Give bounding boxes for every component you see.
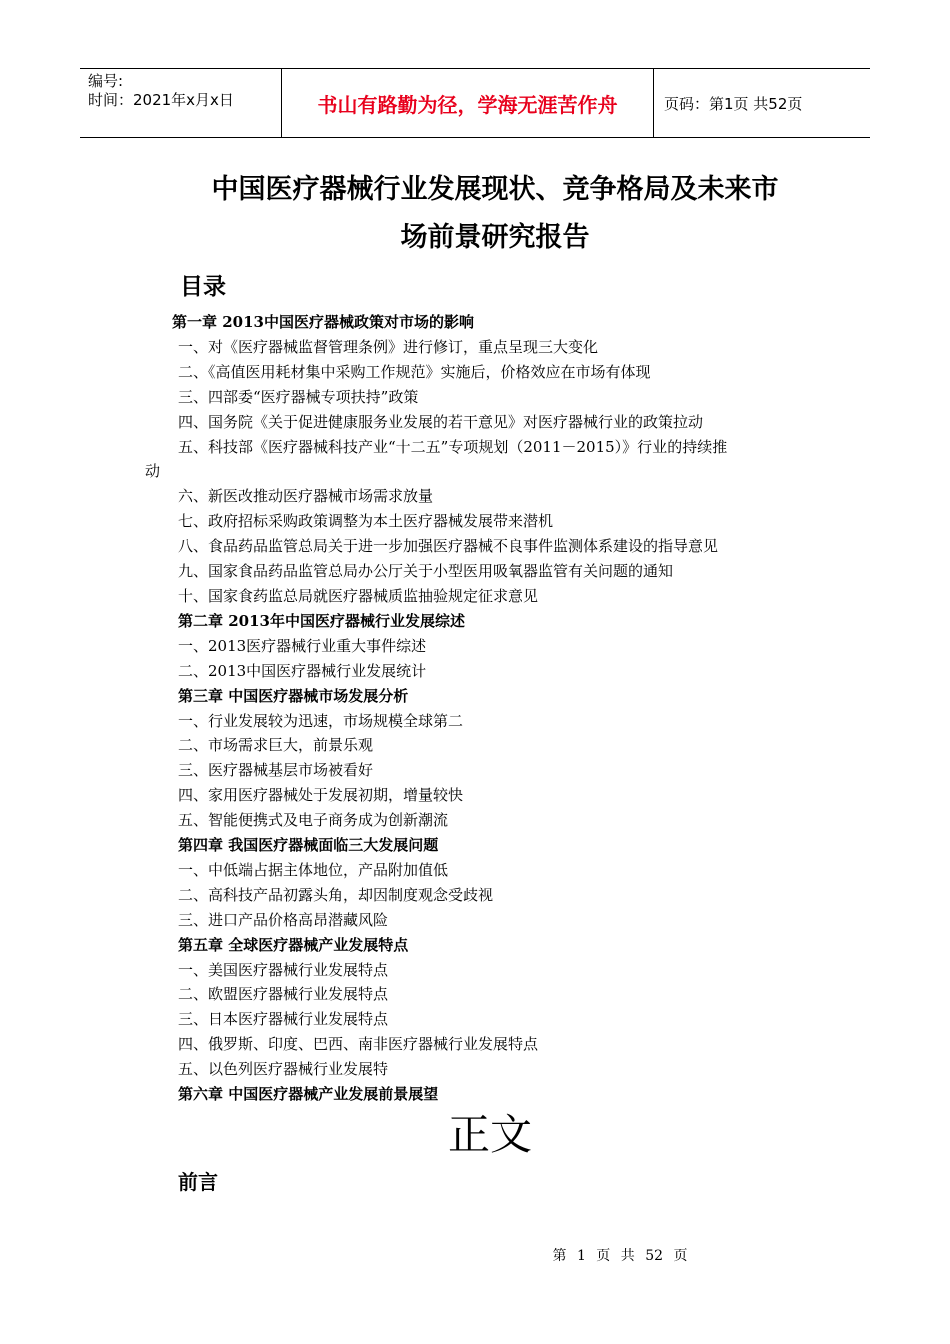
- page-header: [80, 68, 870, 138]
- toc-item: 三、医疗器械基层市场被看好: [178, 761, 374, 780]
- header-motto: 书山有路勤为径，学海无涯苦作舟: [281, 69, 654, 137]
- toc-item: 六、新医改推动医疗器械市场需求放量: [178, 487, 434, 506]
- toc-chapter: 第二章 2013年中国医疗器械行业发展综述: [178, 611, 465, 630]
- document-date: 时间：2021年x月x日: [88, 91, 234, 109]
- toc-item: 三、进口产品价格高昂潜藏风险: [178, 910, 389, 929]
- toc-item: 三、日本医疗器械行业发展特点: [178, 1010, 389, 1029]
- toc-item: 一、行业发展较为迅速，市场规模全球第二: [178, 711, 464, 730]
- toc-item: 二、高科技产品初露头角，却因制度观念受歧视: [178, 885, 494, 904]
- toc-item: 四、俄罗斯、印度、巴西、南非医疗器械行业发展特点: [178, 1035, 539, 1054]
- toc-item: 五、智能便携式及电子商务成为创新潮流: [178, 811, 449, 830]
- toc-item: 三、四部委“医疗器械专项扶持”政策: [178, 387, 419, 406]
- table-of-contents: [145, 310, 825, 1107]
- toc-chapter: 第一章 2013中国医疗器械政策对市场的影响: [172, 313, 474, 331]
- toc-item: 一、美国医疗器械行业发展特点: [178, 960, 389, 979]
- toc-item: 七、政府招标采购政策调整为本土医疗器械发展带来潜机: [178, 512, 554, 531]
- page-footer: 第 1 页 共 52 页: [552, 1248, 688, 1264]
- document-title-line-1: 中国医疗器械行业发展现状、竞争格局及未来市: [211, 174, 779, 205]
- toc-item: 五、以色列医疗器械行业发展特: [178, 1060, 389, 1079]
- document-number-label: 编号:: [88, 72, 124, 90]
- toc-item: 五、科技部《医疗器械科技产业“十二五”专项规划（2011－2015）》行业的持续推: [178, 437, 728, 456]
- toc-chapter: 第三章 中国医疗器械市场发展分析: [178, 686, 409, 705]
- toc-item-continuation: 动: [145, 462, 161, 481]
- document-title-line-2: 场前景研究报告: [400, 222, 590, 253]
- toc-item: 十、国家食药监总局就医疗器械质监抽验规定征求意见: [178, 586, 539, 605]
- toc-item: 四、家用医疗器械处于发展初期，增量较快: [178, 786, 464, 805]
- toc-item: 一、对《医疗器械监督管理条例》进行修订，重点呈现三大变化: [178, 337, 599, 356]
- toc-heading: 目录: [180, 274, 226, 300]
- header-page-info: 页码：第1页 共52页: [664, 94, 803, 113]
- body-heading: 正文: [447, 1110, 532, 1159]
- toc-item: 二、《高值医用耗材集中采购工作规范》实施后，价格效应在市场有体现: [178, 362, 651, 381]
- toc-item: 一、中低端占据主体地位，产品附加值低: [178, 860, 449, 879]
- toc-chapter: 第四章 我国医疗器械面临三大发展问题: [178, 836, 439, 855]
- preface-heading: 前言: [178, 1170, 218, 1194]
- toc-item: 八、食品药品监管总局关于进一步加强医疗器械不良事件监测体系建设的指导意见: [178, 537, 719, 556]
- toc-item: 二、欧盟医疗器械行业发展特点: [178, 985, 389, 1004]
- document-title: [100, 166, 890, 262]
- toc-item: 一、2013医疗器械行业重大事件综述: [178, 636, 427, 655]
- toc-item: 四、国务院《关于促进健康服务业发展的若干意见》对医疗器械行业的政策拉动: [178, 412, 704, 431]
- header-meta-cell: [80, 69, 281, 137]
- toc-chapter: 第六章 中国医疗器械产业发展前景展望: [178, 1085, 439, 1104]
- toc-item: 二、市场需求巨大，前景乐观: [178, 736, 374, 755]
- toc-chapter: 第五章 全球医疗器械产业发展特点: [178, 935, 409, 954]
- toc-item: 二、2013中国医疗器械行业发展统计: [178, 661, 427, 680]
- toc-item: 九、国家食品药品监管总局办公厅关于小型医用吸氧器监管有关问题的通知: [178, 562, 674, 581]
